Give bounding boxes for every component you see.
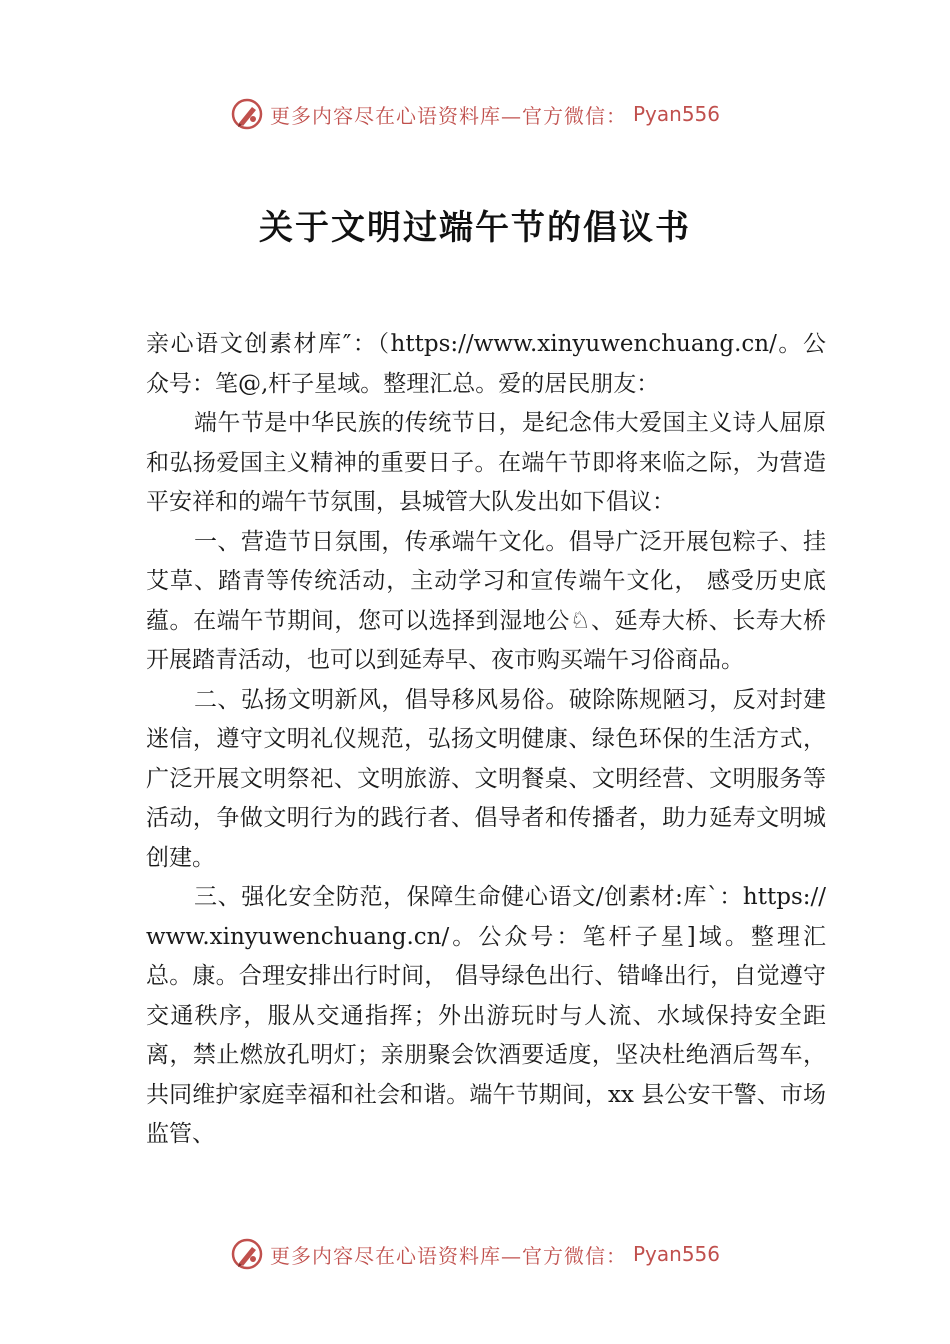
intro-paragraph: 端午节是中华民族的传统节日，是纪念伟大爱国主义诗人屈原和弘扬爱国主义精神的重要日子。在端午节即将来临之际，为营造平安祥和的端午节氛围，县城管大队发出如下倡议： [146, 410, 826, 515]
footer-watermark [0, 1236, 950, 1272]
watermark-wechat-id: Pyan556 [632, 102, 720, 126]
salutation-paragraph: 亲心语文创素材库″：（https://www.xinyuwenchuang.cn/。公众号：笔@,杆子星域。整理汇总。爱的居民朋友： [146, 331, 826, 397]
document-title: 关于文明过端午节的倡议书 [259, 208, 691, 248]
document-body [146, 325, 826, 1155]
proposal-three-paragraph: 三、强化安全防范，保障生命健心语文/创素材:库`：https://www.xinyuwenchuang.cn/。公众号：笔杆子星]域。整理汇总。康。合理安排出行时间， 倡导绿色出行、错峰出行，自觉遵守交通秩序，服从交通指挥；外出游玩时与人流、水域保持安全距离，禁止燃放孔明灯；亲朋聚会饮酒要适度，坚决杜绝酒后驾车，共同维护家庭幸福和社会和谐。端午节期间，xx 县公安干警、市场监管、 [146, 884, 826, 1147]
watermark-wechat-id: Pyan556 [632, 1242, 720, 1266]
watermark-text: 更多内容尽在心语资料库—官方微信： [269, 103, 627, 128]
proposal-two-paragraph: 二、弘扬文明新风，倡导移风易俗。破除陈规陋习，反对封建迷信，遵守文明礼仪规范，弘扬文明健康、绿色环保的生活方式，广泛开展文明祭祀、文明旅游、文明餐桌、文明经营、文明服务等活动，争做文明行为的践行者、倡导者和传播者，助力延寿文明城创建。 [146, 686, 826, 871]
header-watermark [0, 96, 950, 132]
pen-logo-icon [230, 97, 264, 131]
watermark-text: 更多内容尽在心语资料库—官方微信： [269, 1243, 627, 1268]
proposal-one-paragraph: 一、营造节日氛围，传承端午文化。倡导广泛开展包粽子、挂艾草、踏青等传统活动，主动学习和宣传端午文化， 感受历史底蕴。在端午节期间，您可以选择到湿地公♘、延寿大桥、长寿大桥开展踏青活动，也可以到延寿早、夜市购买端午习俗商品。 [146, 528, 826, 673]
pen-logo-icon [230, 1237, 264, 1271]
